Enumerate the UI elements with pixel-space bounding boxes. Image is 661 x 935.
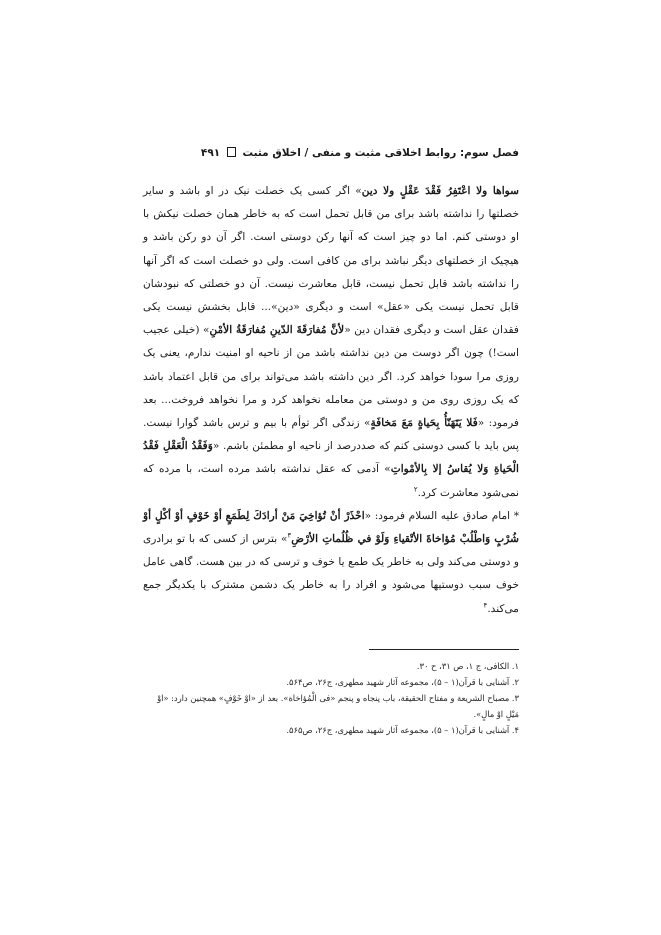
persian-text: * امام صادق علیه السلام فرمود: « xyxy=(364,509,519,522)
persian-text: » اگر کسی یک خصلت نیک در او باشد و سایر خصلتها را نداشته باشد برای من قابل تحمل است که به خاطر همان خصلت نیکش با او دوستی کنم. اما دو چیز است که آنها رکن دوستی است. اگر آن دو رکن باشد و هیچیک از خصلتهای دیگر نباشد برای من کافی است. ولی دو خصلت است که اگر آنها را نداشته باشد قابل تحمل نیست، قابل معاشرت نیست. آن دو خصلتی که نبودشان قابل تحمل نیست یکی «عقل» است و دیگری «دین»... قابل بخشش نیست یکی فقدان عقل است و دیگری فقدان دین « xyxy=(143,185,519,337)
paragraph-2 xyxy=(143,505,519,621)
arabic-quote: احْذَرْ أنْ تُؤاخِيَ مَنْ أرادَكَ لِطَمَعٍ أوْ خَوْفٍ أوْ أكْلٍ أوْ شُرْبٍ وَاطْلُبْ مُؤاخاةَ الأتْقياءِ وَلَوْ في ظُلُماتِ الأرْضِ xyxy=(143,509,519,546)
square-ornament-icon xyxy=(227,147,236,157)
arabic-quote: وَفَقْدُ الْعَقْلِ فَقْدُ الْحَياةِ وَلا يُقاسُ إلا بِالأمْواتِ xyxy=(143,440,519,476)
persian-text: » (خیلی عجیب است!) چون اگر دوست من دین نداشته باشد من از ناحیه او امنیت ندارم، یعنی یک روزی مرا سودا خواهد کرد. اگر دین داشته باشد می‌تواند برای من قابل اعتماد باشد که یک روزی روی من و دوستی من معامله نخواهد کرد و مرا نخواهد فروخت... بعد فرمود: « xyxy=(143,324,519,430)
persian-text: » آدمی که عقل نداشته باشد مرده است، با مرده که نمی‌شود معاشرت کرد. xyxy=(143,463,519,499)
paragraph-1 xyxy=(143,180,519,505)
arabic-quote: فَلا يَتَهَنّأُ بِحَياةٍ مَعَ مَخافَةٍ xyxy=(370,417,478,430)
footnote-ref: ۴ xyxy=(483,601,488,610)
footnote-divider xyxy=(369,649,519,650)
footnotes xyxy=(143,658,519,738)
footnote-item: ۱. الکافی، ج ۱، ص ۳۱، ح ۳۰. xyxy=(416,661,519,671)
footnote-item: ۴. آشنایی با قرآن(۱ – ۵)، مجموعه آثار شهید مطهری، ج۲۶، ص۵۶۵. xyxy=(286,725,519,735)
persian-text: » بترس از کسی که با تو برادری و دوستی می‌کند ولی به خاطر یک طمع یا خوف و ترسی که در بین هست. گاهی عامل خوف سبب دوستیها می‌شود و افراد را به خاطر یک دشمن مشترک با یکدیگر جمع می‌کند. xyxy=(143,533,519,615)
footnote-ref: ۳ xyxy=(287,531,292,540)
footnote-item: ۲. آشنایی با قرآن(۱ – ۵)، مجموعه آثار شهید مطهری، ج۲۶، ص۵۶۴. xyxy=(286,677,519,687)
persian-text: » زندگی اگر توأم با بیم و ترس باشد گوارا نیست. پس باید با کسی دوستی کنم که صددرصد از ناحیه او مطمئن باشم. « xyxy=(143,417,519,453)
chapter-title: فصل سوم: روابط اخلاقی مثبت و منفی / اخلاق مثبت xyxy=(242,147,519,159)
footnote-ref: ۲ xyxy=(413,485,418,494)
footnote-item: ۳. مصباح الشریعة و مفتاح الحقیقة، باب پنجاه و پنجم «فی الْمُؤاخاة». بعد از «اوْ خَوْفٍ» همچنین دارد: «اوْ مَیْلٍ اوْ مالٍ». xyxy=(157,693,519,719)
main-text xyxy=(143,180,519,621)
page-number: ۴۹۱ xyxy=(200,147,221,159)
running-header xyxy=(139,147,519,159)
arabic-quote: سواها ولا اعْتَفِرُ فَقْدَ عَقْلٍ ولا دين xyxy=(361,185,519,197)
arabic-quote: لأنَّ مُفارَقَةَ الدّينِ مُفارَقَةُ الأمْنِ xyxy=(209,324,345,337)
